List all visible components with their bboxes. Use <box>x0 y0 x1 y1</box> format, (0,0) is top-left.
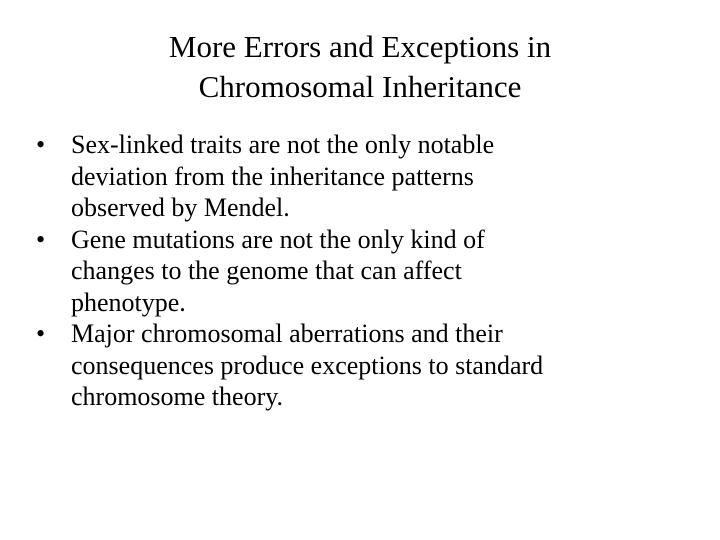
bullet-line: observed by Mendel. <box>71 193 290 222</box>
bullet-text <box>71 318 686 413</box>
bullet-line: Sex-linked traits are not the only notable <box>71 130 495 159</box>
bullet-line: chromosome theory. <box>71 382 284 411</box>
bullet-line: Gene mutations are not the only kind of <box>71 224 485 254</box>
bullet-line: changes to the genome that can affect <box>71 256 462 285</box>
bullet-text <box>71 224 686 319</box>
bullet-dot-icon: • <box>36 319 46 348</box>
title-line-2: Chromosomal Inheritance <box>198 69 522 104</box>
bullet-item-gene-mutations <box>36 224 686 319</box>
bullet-line: phenotype. <box>71 287 186 317</box>
bullet-dot-icon: • <box>36 130 46 159</box>
bullet-item-sex-linked-traits <box>36 129 686 224</box>
title-line-1: More Errors and Exceptions in <box>168 29 552 64</box>
bullet-list <box>36 129 686 413</box>
bullet-item-chromosomal-aberrations <box>36 318 686 413</box>
bullet-line: consequences produce exceptions to standard <box>71 350 544 380</box>
bullet-dot-icon: • <box>36 224 46 254</box>
bullet-text <box>71 129 686 224</box>
slide-title <box>60 27 660 107</box>
bullet-line: deviation from the inheritance patterns <box>71 161 474 191</box>
bullet-line: Major chromosomal aberrations and their <box>71 319 503 348</box>
